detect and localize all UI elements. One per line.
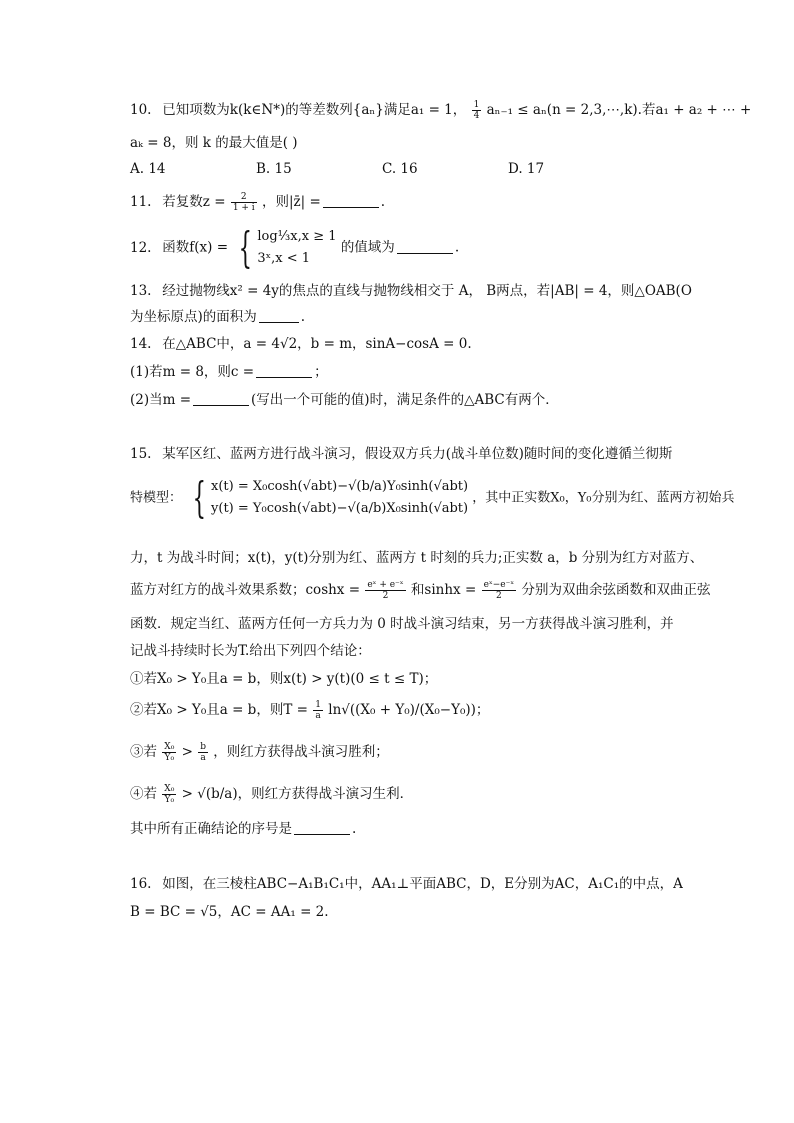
sinh-fraction: $\frac{\text{eˣ−e⁻ˣ}}{2}$ bbox=[483, 580, 515, 601]
q14-answer-blank-2 bbox=[193, 391, 249, 406]
q10-fraction: $\frac{1}{4}$ bbox=[473, 100, 480, 121]
brace-icon: { bbox=[239, 223, 253, 272]
q15-line4 bbox=[130, 580, 711, 601]
q15-conclusion-1: ①若X₀ > Y₀且a = b，则x(t) > y(t)(0 ≤ t ≤ T)； bbox=[130, 671, 438, 687]
q11-post: ，则|z̄| = bbox=[261, 194, 321, 210]
q15-model-post: ，其中正实数X₀，Y₀分别为红、蓝两方初始兵 bbox=[472, 490, 735, 506]
brace-icon: { bbox=[192, 473, 207, 522]
q15-text1: 某军区红、蓝两方进行战斗演习，假设双方兵力(战斗单位数)随时间的变化遵循兰彻斯 bbox=[162, 446, 673, 462]
q15-c4a: ④若 bbox=[130, 786, 157, 802]
cosh-fraction: $\frac{\text{eˣ + e⁻ˣ}}{2}$ bbox=[367, 580, 404, 601]
q12-line: 12. 函数f(x) = { log⅓x,x ≥ 1 3ˣ,x < 1 的值域为 . bbox=[130, 223, 460, 272]
q11-number: 11. bbox=[130, 194, 152, 210]
q15-line3: 力，t 为战斗时间；x(t)，y(t)分别为红、蓝两方 t 时刻的兵力;正实数 a，b 分别为红方对蓝方、 bbox=[130, 550, 704, 566]
q15-model-label: 特模型： bbox=[130, 490, 183, 506]
q12-cases bbox=[257, 226, 336, 270]
q10-option-a: A. 14 bbox=[130, 161, 166, 177]
q15-model bbox=[130, 473, 735, 528]
q15-text4b: 和sinhx = bbox=[410, 582, 477, 598]
q15-c4b: > √(b/a)，则红方获得战斗演习生利． bbox=[181, 786, 414, 802]
q15-answer-blank bbox=[294, 820, 350, 835]
q10-line2: aₖ = 8，则 k 的最大值是( ) bbox=[130, 135, 298, 151]
q12-pre: 函数f(x) = bbox=[162, 239, 229, 256]
q15-c3a: ③若 bbox=[130, 744, 157, 760]
c2-fraction: $\frac{1}{a}$ bbox=[315, 700, 321, 721]
q10-text1b: aₙ₋₁ ≤ aₙ(n = 2,3,⋯,k).若a₁ + a₂ + ⋯ + bbox=[486, 102, 752, 118]
q15-conclusion-2 bbox=[130, 700, 694, 721]
q13-text1: 经过抛物线x² = 4y的焦点的直线与抛物线相交于 A， B两点，若|AB| = 4，则△OAB(O bbox=[162, 283, 692, 299]
q15-line1 bbox=[130, 444, 694, 464]
q13-text2: 为坐标原点)的面积为 bbox=[130, 309, 257, 325]
q15-eq1: x(t) = X₀cosh(√abt)−√(b/a)Y₀sinh(√abt) bbox=[211, 479, 469, 494]
q12-case2: 3ˣ,x < 1 bbox=[257, 251, 311, 266]
q15-conclusion-3: ③若 $\frac{\text{X₀}}{\text{Y₀}}$ > $\frac{b}{a}$ ，则红方获得战斗演习胜利； bbox=[130, 742, 389, 763]
q14-number: 14. bbox=[130, 336, 152, 352]
c3-fraction-1: $\frac{\text{X₀}}{\text{Y₀}}$ bbox=[164, 742, 175, 763]
q13-number: 13. bbox=[130, 283, 152, 299]
q14-text2a: (1)若m = 8，则c = bbox=[130, 364, 255, 380]
q14-line3 bbox=[130, 390, 694, 410]
q10-number: 10. bbox=[130, 102, 152, 118]
q11-answer-blank bbox=[323, 193, 379, 208]
q12-number: 12. bbox=[130, 239, 152, 256]
q15-text4c: 分别为双曲余弦函数和双曲正弦 bbox=[521, 582, 711, 598]
q15-equations bbox=[211, 476, 468, 520]
q14-text3b: (写出一个可能的值)时，满足条件的△ABC有两个． bbox=[251, 392, 559, 408]
q12-post: 的值域为 bbox=[340, 239, 395, 256]
q14-line2 bbox=[130, 362, 694, 382]
q14-text3a: (2)当m = bbox=[130, 392, 192, 408]
q16-line2: B = BC = √5，AC = AA₁ = 2. bbox=[130, 904, 329, 920]
q14-answer-blank-1 bbox=[256, 363, 312, 378]
q16-text1: 如图，在三棱柱ABC−A₁B₁C₁中，AA₁⊥平面ABC，D，E分别为AC，A₁C₁的中点，A bbox=[162, 876, 683, 892]
q15-conclusion-4 bbox=[130, 784, 694, 805]
q14-text1: 在△ABC中，a = 4√2，b = m，sinA−cosA = 0. bbox=[162, 336, 472, 352]
q15-line-end: 其中所有正确结论的序号是 . bbox=[130, 821, 357, 837]
q10-option-b: B. 15 bbox=[256, 161, 292, 177]
q16-line1 bbox=[130, 874, 694, 894]
q15-c2b: ln√((X₀ + Y₀)/(X₀−Y₀))； bbox=[328, 702, 490, 718]
c4-fraction: $\frac{\text{X₀}}{\text{Y₀}}$ bbox=[164, 784, 175, 805]
q15-number: 15. bbox=[130, 446, 152, 462]
q15-text-end: 其中所有正确结论的序号是 bbox=[130, 821, 292, 837]
q15-c2a: ②若X₀ > Y₀且a = b，则T = bbox=[130, 702, 308, 718]
q10-line1 bbox=[130, 100, 752, 121]
q15-c3b: ，则红方获得战斗演习胜利； bbox=[213, 744, 389, 760]
q16-number: 16. bbox=[130, 876, 152, 892]
q10-options bbox=[130, 159, 694, 179]
q11-pre: 若复数z = bbox=[162, 194, 226, 210]
q11-line: 11. 若复数z = $\frac{2}{1 + i}$ ，则|z̄| = . bbox=[130, 192, 386, 213]
q15-eq2: y(t) = Y₀cosh(√abt)−√(a/b)X₀sinh(√abt) bbox=[211, 501, 469, 516]
q10-option-c: C. 16 bbox=[382, 161, 418, 177]
q10-option-d: D. 17 bbox=[508, 161, 545, 177]
q14-line1 bbox=[130, 334, 694, 354]
q15-line5: 函数．规定当红、蓝两方任何一方兵力为 0 时战斗演习结束，另一方获得战斗演习胜利，并 bbox=[130, 616, 674, 632]
q14-text2b: ； bbox=[314, 364, 328, 380]
q15-text4a: 蓝方对红方的战斗效果系数；coshx = bbox=[130, 582, 361, 598]
q15-line6: 记战斗持续时长为T.给出下列四个结论： bbox=[130, 643, 371, 659]
q10-text1: 已知项数为k(k∈N*)的等差数列{aₙ}满足a₁ = 1， bbox=[162, 102, 467, 118]
q12-case1: log⅓x,x ≥ 1 bbox=[257, 229, 337, 244]
c3-fraction-2: $\frac{b}{a}$ bbox=[200, 742, 206, 763]
q13-answer-blank bbox=[259, 308, 299, 323]
q11-fraction: $\frac{2}{1 + i}$ bbox=[232, 192, 255, 213]
q12-answer-blank bbox=[397, 239, 453, 254]
q13-line2: 为坐标原点)的面积为 . bbox=[130, 309, 306, 325]
q13-line1 bbox=[130, 281, 694, 301]
